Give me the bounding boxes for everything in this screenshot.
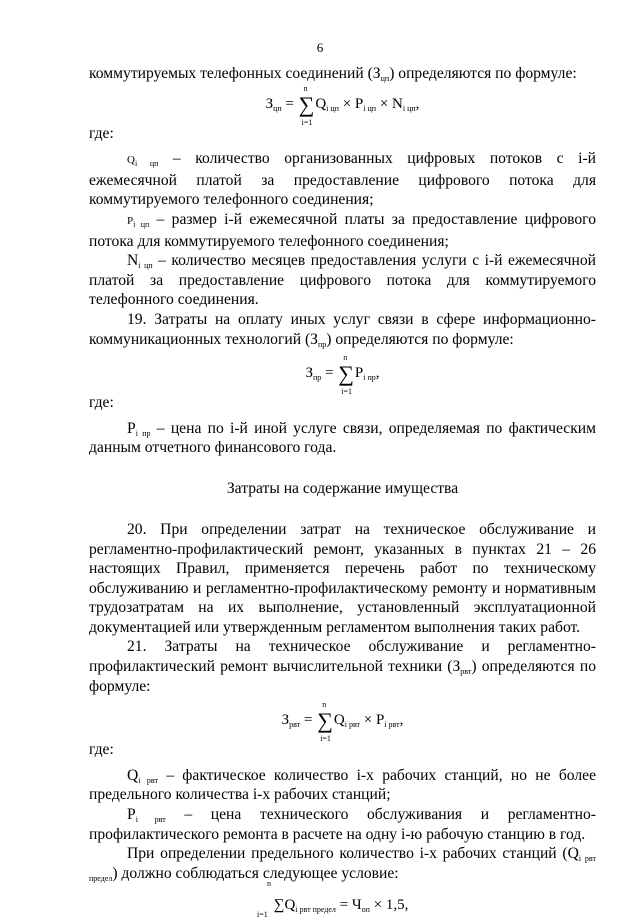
section-heading: Затраты на содержание имущества xyxy=(226,479,459,497)
where-label: где: xyxy=(89,741,114,759)
sum-symbol: n ∑ i=1 xyxy=(298,83,315,127)
formula-zcp: $З_{цп}$ = n ∑ i=1 $Q_{i цп} \times P_{i цп} \times N_{i цп}$, xyxy=(265,83,420,127)
paragraph-20: 20. При определении затрат на техническое обслуживание и регламентно-профилактический ремонт, указанных в пунктах 21 – 26 настоящих Правил, применяется перечень работ по техническому обслуживанию и регламентно-профилактическому ремонту и нормативным трудозатратам на их выполнение, установленный эксплуатационной документацией или утвержденным регламентом выполнения таких работ. xyxy=(89,520,596,636)
where-label: где: xyxy=(89,394,114,412)
definition-q-rvt: $Q_{i рвт}$ – фактическое количество i-х рабочих станций, но не более предельного количества i-х рабочих станций; xyxy=(89,766,596,804)
definition-p-pr: $P_{i пр}$ – цена по i-й иной услуге связи, определяемая по фактическим данным отчетного финансового года. xyxy=(89,419,597,457)
sum-symbol: n ∑ i=1 xyxy=(338,353,354,397)
definition-p-cp: $P_{i цп}$ – размер i-й ежемесячной платы за предоставление цифрового потока для коммутируемого телефонного соединения; xyxy=(89,210,596,250)
formula-zrvt: $З_{рвт}$ = n ∑ i=1 $Q_{i рвт} \times P_{i рвт}$, xyxy=(281,700,404,744)
paragraph-21: 21. Затраты на техническое обслуживание и регламентно-профилактический ремонт вычислительной техники $(З_{рвт})$ определяются по формуле: xyxy=(89,638,596,695)
formula-zpr: $З_{пр}$ = n ∑ i=1 $P_{i пр}$, xyxy=(305,353,380,397)
definition-q-cp: $Q_{i цп}$ – количество организованных цифровых потоков с i-й ежемесячной платой за предоставление цифрового потока для коммутируемого телефонного соединения; xyxy=(89,150,596,209)
definition-n-cp: $N_{i цп}$ – количество месяцев предоставления услуги с i-й ежемесячной платой за предоставление цифрового потока для коммутируемого телефонного соединения. xyxy=(89,252,596,309)
paragraph-limit: При определении предельного количество i-х рабочих станций $(Q_{i рвт предел})$ должно соблюдаться следующее условие: xyxy=(89,845,596,883)
document-body xyxy=(89,64,596,919)
definition-p-rvt: $P_{i рвт}$ – цена технического обслуживания и регламентно-профилактического ремонта в расчете на одну i-ю рабочую станцию в год. xyxy=(89,806,596,843)
where-label: где: xyxy=(89,124,114,142)
formula-limit: n $_{i=1}\sum Q_{i рвт предел} = Ч_{оп} \times 1,5$, xyxy=(257,879,409,919)
sum-symbol: n ∑ i=1 xyxy=(317,700,333,744)
paragraph-intro: коммутируемых телефонных соединений $(З_{цп})$ определяются по формуле: xyxy=(89,65,577,83)
page-number: 6 xyxy=(316,40,324,55)
paragraph-19: 19. Затраты на оплату иных услуг связи в сфере информационно-коммуникационных технологий $(З_{пр})$ определяются по формуле: xyxy=(89,310,596,349)
